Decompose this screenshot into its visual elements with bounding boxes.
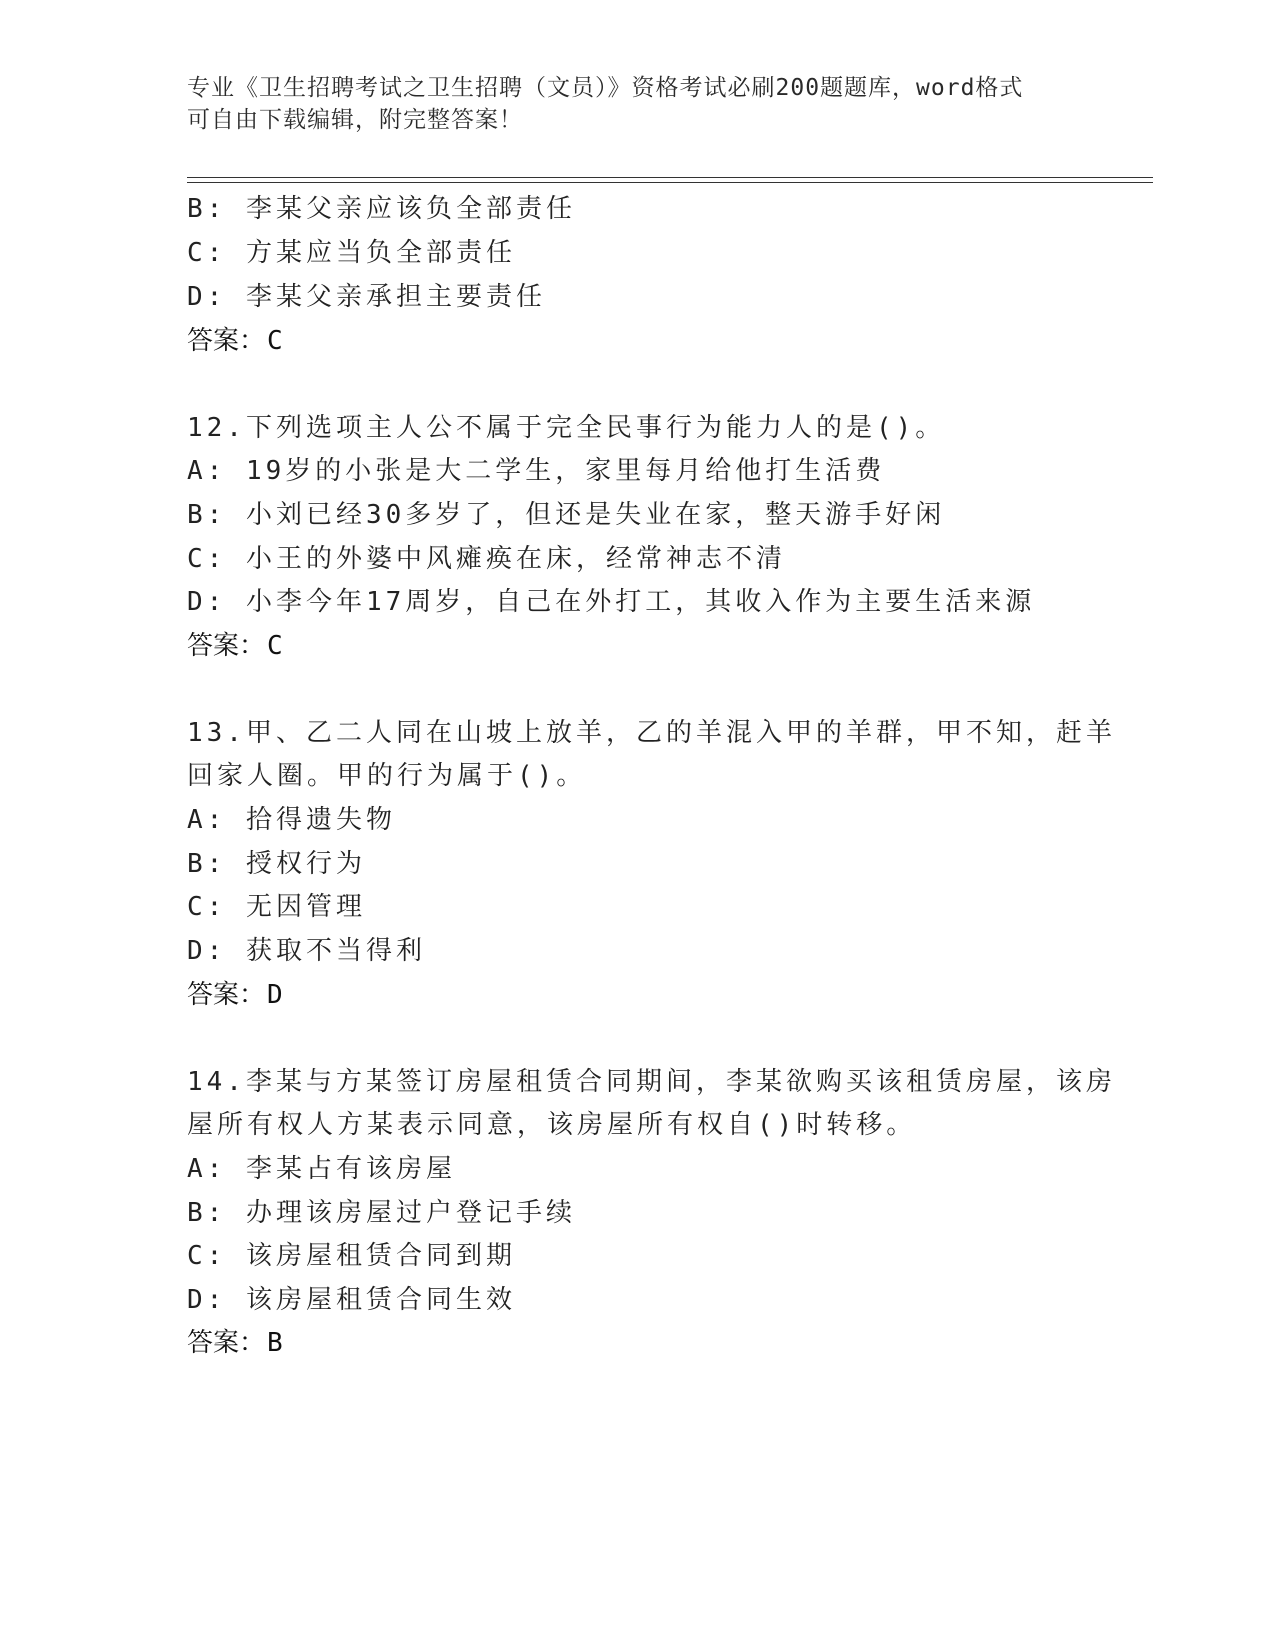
q14-answer-label: 答案： bbox=[187, 1328, 266, 1358]
q14-option-d: D: 该房屋租赁合同生效 bbox=[187, 1285, 516, 1315]
q11-answer bbox=[187, 324, 283, 358]
q14-option-a: A: 李某占有该房屋 bbox=[187, 1154, 456, 1184]
q13-option-b: B: 授权行为 bbox=[187, 849, 366, 879]
q13-option-c: C: 无因管理 bbox=[187, 892, 366, 922]
q11-answer-label: 答案： bbox=[187, 326, 266, 356]
header-divider-top bbox=[187, 177, 1153, 178]
q11-option-c: C: 方某应当负全部责任 bbox=[187, 238, 516, 268]
header-line-1: 专业《卫生招聘考试之卫生招聘（文员）》资格考试必刷200题题库，word格式 bbox=[187, 75, 1024, 101]
document-header bbox=[187, 72, 1087, 136]
q14-option-b: B: 办理该房屋过户登记手续 bbox=[187, 1198, 576, 1228]
q12-answer bbox=[187, 629, 283, 663]
q13-stem-line-2: 回家人圈。甲的行为属于()。 bbox=[187, 761, 587, 791]
q12-stem: 12.下列选项主人公不属于完全民事行为能力人的是()。 bbox=[187, 413, 946, 443]
q13-stem-line-1: 13.甲、乙二人同在山坡上放羊，乙的羊混入甲的羊群，甲不知，赶羊 bbox=[187, 718, 1116, 748]
q13-option-a: A: 拾得遗失物 bbox=[187, 805, 396, 835]
q12-option-b: B: 小刘已经30多岁了，但还是失业在家，整天游手好闲 bbox=[187, 500, 946, 530]
header-line-2: 可自由下载编辑，附完整答案！ bbox=[187, 107, 523, 133]
q14-option-c: C: 该房屋租赁合同到期 bbox=[187, 1241, 516, 1271]
q13-answer-label: 答案： bbox=[187, 980, 266, 1010]
q14-answer bbox=[187, 1326, 283, 1360]
q12-answer-label: 答案： bbox=[187, 631, 266, 661]
q13-answer bbox=[187, 978, 283, 1012]
q14-stem-line-1: 14.李某与方某签订房屋租赁合同期间，李某欲购买该租赁房屋，该房 bbox=[187, 1067, 1116, 1097]
q14-answer-value: B bbox=[267, 1328, 283, 1358]
q11-option-d: D: 李某父亲承担主要责任 bbox=[187, 282, 546, 312]
q12-answer-value: C bbox=[267, 631, 283, 661]
q12-option-a: A: 19岁的小张是大二学生，家里每月给他打生活费 bbox=[187, 456, 886, 486]
q12-option-c: C: 小王的外婆中风瘫痪在床，经常神志不清 bbox=[187, 544, 786, 574]
q12-option-d: D: 小李今年17周岁，自己在外打工，其收入作为主要生活来源 bbox=[187, 587, 1036, 617]
q13-option-d: D: 获取不当得利 bbox=[187, 936, 426, 966]
q13-answer-value: D bbox=[267, 980, 283, 1010]
header-divider-bottom bbox=[187, 182, 1153, 183]
q11-option-b: B: 李某父亲应该负全部责任 bbox=[187, 194, 576, 224]
q11-answer-value: C bbox=[267, 326, 283, 356]
q14-stem-line-2: 屋所有权人方某表示同意，该房屋所有权自()时转移。 bbox=[187, 1110, 917, 1140]
